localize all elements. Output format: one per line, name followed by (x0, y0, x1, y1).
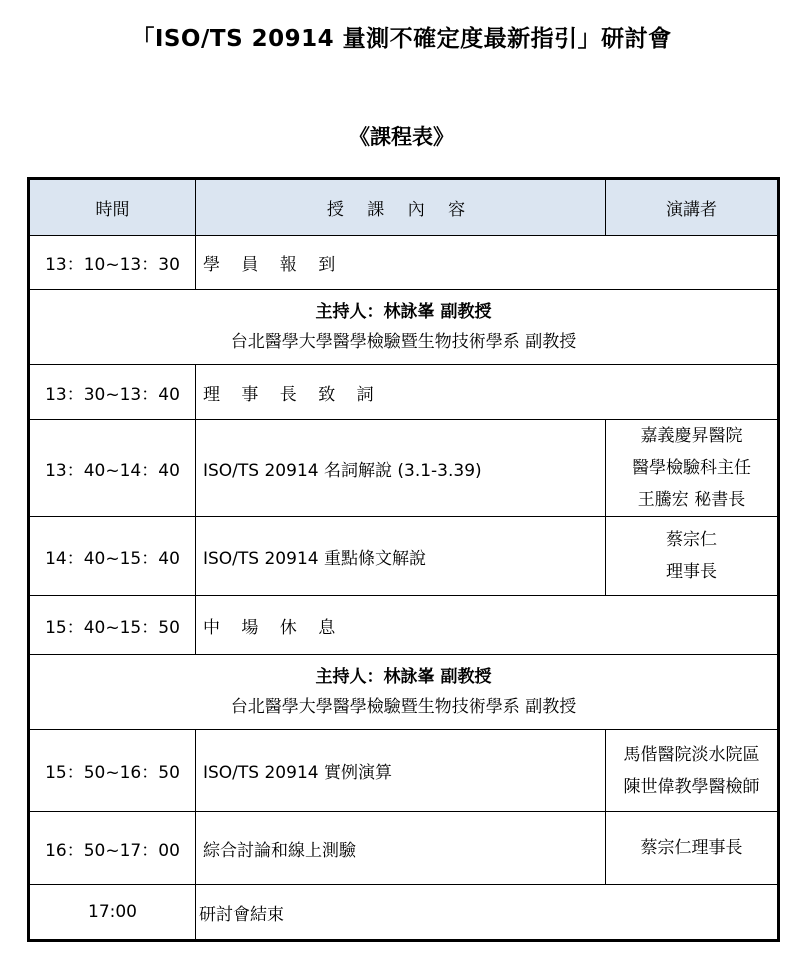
page-title: 「ISO/TS 20914 量測不確定度最新指引」研討會 (131, 26, 672, 52)
topic-cell: 綜合討論和線上測驗 (196, 812, 606, 885)
speaker-line: 嘉義慶昇醫院 (640, 426, 743, 446)
speaker-line: 蔡宗仁理事長 (640, 838, 743, 858)
header-content: 授 課 內 容 (196, 179, 606, 236)
time-cell: 13：40~14：40 (29, 420, 196, 517)
table-row (29, 365, 779, 420)
table-row (29, 420, 779, 517)
host-name: 主持人：林詠峯 副教授 (315, 667, 492, 687)
table-row (29, 885, 779, 941)
header-speaker: 演講者 (606, 179, 779, 236)
speaker-cell (606, 812, 779, 885)
topic-cell: 學 員 報 到 (196, 236, 779, 290)
speaker-line: 馬偕醫院淡水院區 (623, 744, 760, 765)
table-row (29, 236, 779, 290)
host-title: 台北醫學大學醫學檢驗暨生物技術學系 副教授 (230, 332, 577, 352)
speaker-line: 醫學檢驗科主任 (632, 458, 751, 478)
host-name: 主持人：林詠峯 副教授 (315, 302, 492, 322)
speaker-line: 理事長 (666, 562, 717, 582)
topic-cell: 研討會結束 (196, 885, 779, 941)
schedule-table (27, 177, 780, 942)
topic-cell: ISO/TS 20914 重點條文解說 (196, 517, 606, 596)
time-cell: 16：50~17：00 (29, 812, 196, 885)
speaker-cell (606, 517, 779, 596)
host-cell (29, 655, 779, 730)
schedule-subtitle: 《課程表》 (349, 124, 454, 149)
speaker-cell (606, 420, 779, 517)
speaker-line: 陳世偉教學醫檢師 (623, 776, 760, 797)
host-cell (29, 290, 779, 365)
table-row (29, 730, 779, 812)
host-row (29, 290, 779, 365)
topic-cell: ISO/TS 20914 名詞解說 (3.1-3.39) (196, 420, 606, 517)
table-row (29, 596, 779, 655)
speaker-line: 王騰宏 秘書長 (637, 490, 746, 510)
table-header-row (29, 179, 779, 236)
table-row (29, 812, 779, 885)
time-cell: 13：10~13：30 (29, 236, 196, 290)
host-row (29, 655, 779, 730)
topic-cell: 中 場 休 息 (196, 596, 779, 655)
host-title: 台北醫學大學醫學檢驗暨生物技術學系 副教授 (230, 697, 577, 717)
topic-cell: ISO/TS 20914 實例演算 (196, 730, 606, 812)
header-time: 時間 (29, 179, 196, 236)
time-cell: 13：30~13：40 (29, 365, 196, 420)
speaker-line: 蔡宗仁 (666, 530, 717, 550)
time-cell: 15：50~16：50 (29, 730, 196, 812)
speaker-cell (606, 730, 779, 812)
time-cell: 17:00 (29, 885, 196, 941)
topic-cell: 理 事 長 致 詞 (196, 365, 779, 420)
time-cell: 14：40~15：40 (29, 517, 196, 596)
time-cell: 15：40~15：50 (29, 596, 196, 655)
table-row (29, 517, 779, 596)
